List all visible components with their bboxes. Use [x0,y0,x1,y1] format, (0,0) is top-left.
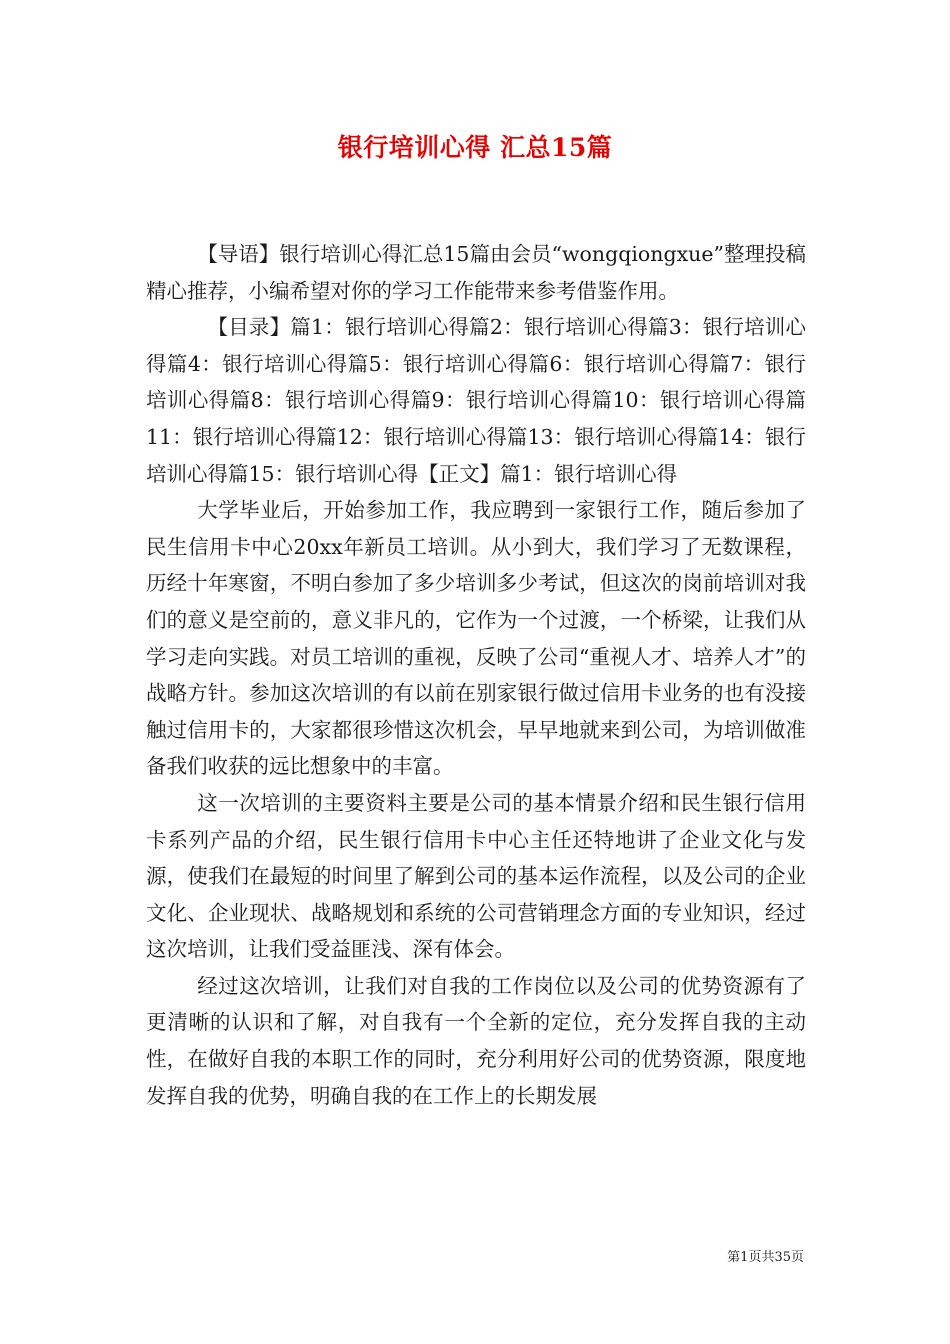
body-paragraph: 这一次培训的主要资料主要是公司的基本情景介绍和民生银行信用卡系列产品的介绍，民生银行信用卡中心主任还特地讲了企业文化与发源，使我们在最短的时间里了解到公司的基本运作流程，以及公司的企业文化、企业现状、战略规划和系统的公司营销理念方面的专业知识，经过这次培训，让我们受益匪浅、深有体会。 [146,790,806,962]
document-title: 银行培训心得 汇总15篇 [337,133,613,162]
intro-paragraph: 【导语】银行培训心得汇总15篇由会员“wongqiongxue”整理投稿精心推荐，小编希望对你的学习工作能带来参考借鉴作用。 [146,242,806,303]
body-paragraph: 大学毕业后，开始参加工作，我应聘到一家银行工作，随后参加了民生信用卡中心20xx年新员工培训。从小到大，我们学习了无数课程，历经十年寒窗，不明白参加了多少培训多少考试，但这次的岗前培训对我们的意义是空前的，意义非凡的，它作为一个过渡，一个桥梁，让我们从学习走向实践。对员工培训的重视，反映了公司“重视人才、培养人才”的战略方针。参加这次培训的有以前在别家银行做过信用卡业务的也有没接触过信用卡的，大家都很珍惜这次机会，早早地就来到公司，为培训做准备我们收获的远比想象中的丰富。 [146,498,806,779]
document-body [146,236,806,1114]
toc-paragraph: 【目录】篇1：银行培训心得篇2：银行培训心得篇3：银行培训心得篇4：银行培训心得篇5：银行培训心得篇6：银行培训心得篇7：银行培训心得篇8：银行培训心得篇9：银行培训心得篇10：银行培训心得篇11：银行培训心得篇12：银行培训心得篇13：银行培训心得篇14：银行培训心得篇15：银行培训心得【正文】篇1：银行培训心得 [146,315,806,486]
page-number: 第1页共35页 [727,1250,804,1265]
body-paragraph: 经过这次培训，让我们对自我的工作岗位以及公司的优势资源有了更清晰的认识和了解，对自我有一个全新的定位，充分发挥自我的主动性，在做好自我的本职工作的同时，充分利用好公司的优势资源，限度地发挥自我的优势，明确自我的在工作上的长期发展 [146,973,806,1108]
